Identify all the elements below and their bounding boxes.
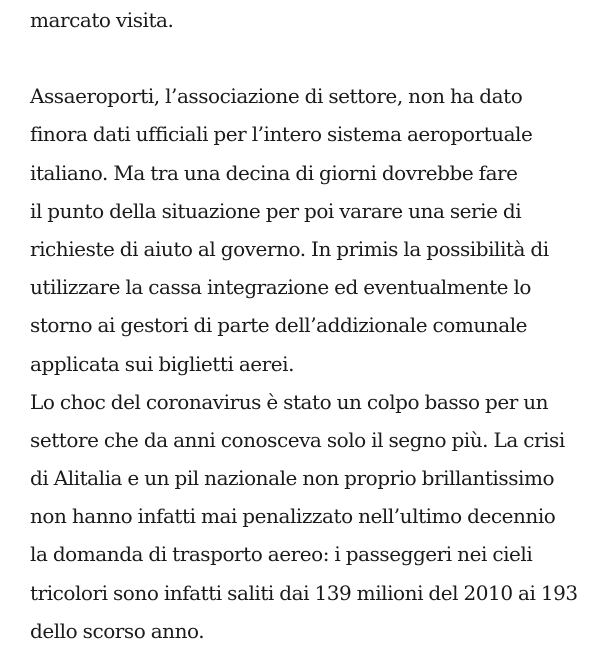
text-line: di Alitalia e un pil nazionale non proprio brillantissimo: [30, 466, 555, 491]
article-body: [30, 0, 605, 650]
text-line: marcato visita.: [30, 8, 174, 32]
text-line: storno ai gestori di parte dell’addizionale comunale: [30, 313, 528, 338]
paragraph-intro-end: [30, 1, 605, 39]
text-line: richieste di aiuto al governo. In primis la possibilità di: [30, 236, 549, 261]
text-line: Assaeroporti, l’associazione di settore, non ha dato: [30, 84, 523, 109]
text-line: la domanda di trasporto aereo: i passeggeri nei cieli: [30, 542, 533, 567]
text-line: utilizzare la cassa integrazione ed eventualmente lo: [30, 275, 531, 300]
paragraph-assaeroporti: [30, 77, 605, 383]
paragraph-coronavirus: [30, 383, 605, 650]
text-line: Lo choc del coronavirus è stato un colpo basso per un: [30, 389, 549, 414]
text-line: non hanno infatti mai penalizzato nell’ultimo decennio: [30, 504, 556, 529]
text-line: tricolori sono infatti saliti dai 139 milioni del 2010 ai 193: [30, 580, 578, 605]
text-line: finora dati ufficiali per l’intero sistema aeroportuale: [30, 122, 533, 147]
text-line: dello scorso anno.: [30, 618, 205, 643]
text-line: settore che da anni conosceva solo il segno più. La crisi: [30, 427, 565, 452]
text-line: italiano. Ma tra una decina di giorni dovrebbe fare: [30, 160, 518, 185]
text-line: il punto della situazione per poi varare una serie di: [30, 198, 522, 223]
text-line: applicata sui biglietti aerei.: [30, 351, 295, 376]
